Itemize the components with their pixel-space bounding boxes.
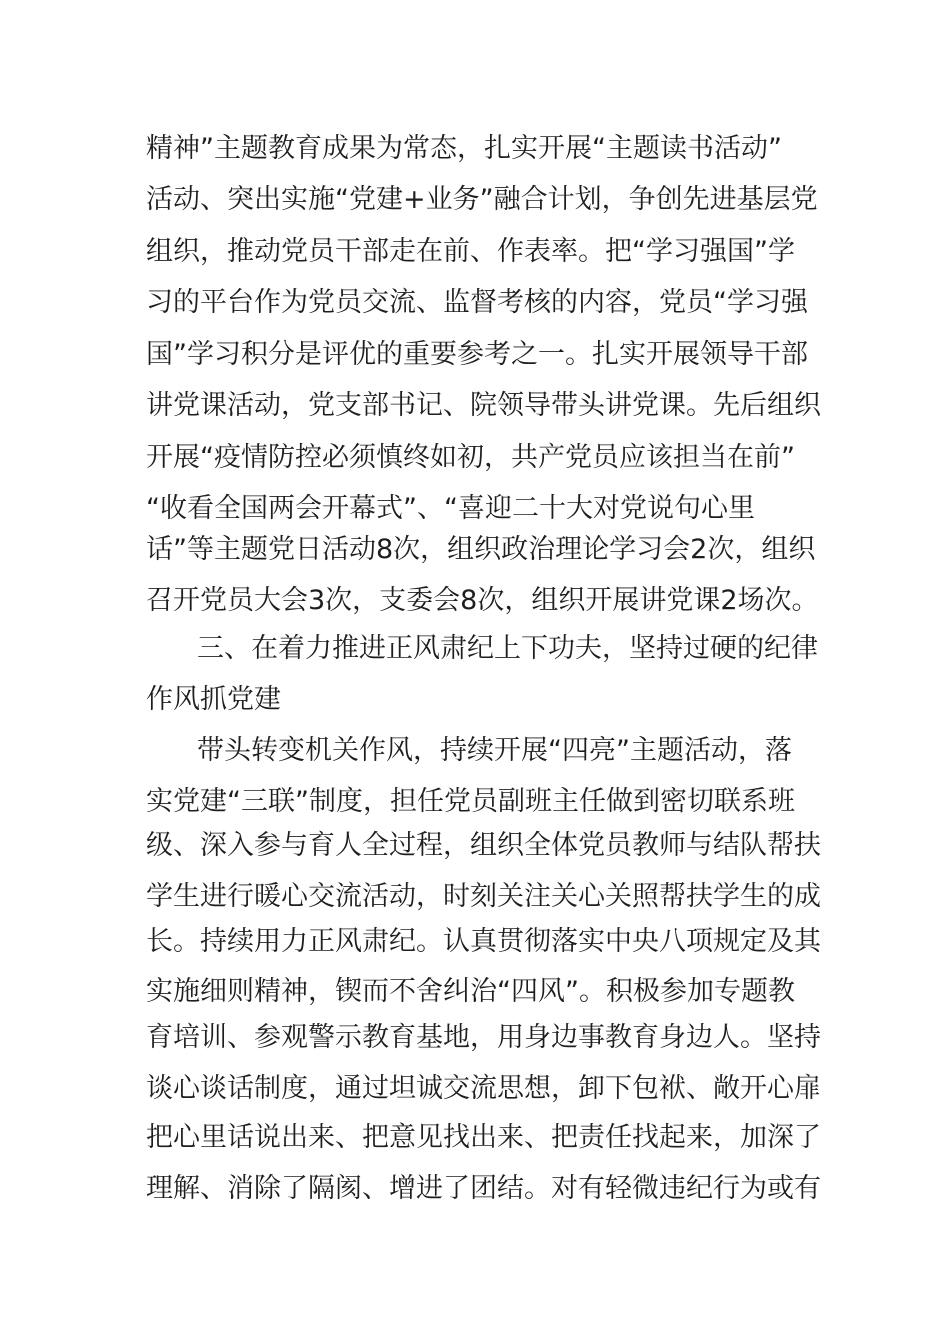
section-heading-continuation: 作风抓党建 <box>146 684 281 715</box>
body-text-line: 实党建“三联”制度，担任党员副班主任做到密切联系班 <box>146 786 795 817</box>
body-text-line: 学生进行暖心交流活动，时刻关注关心关照帮扶学生的成 <box>146 881 821 912</box>
body-text-line: 谈心谈话制度，通过坦诚交流思想，卸下包袱、敞开心扉 <box>146 1073 821 1104</box>
body-text-line: 活动、突出实施“党建+业务”融合计划，争创先进基层党 <box>146 184 818 215</box>
body-text-line: 话”等主题党日活动8次，组织政治理论学习会2次，组织 <box>146 534 816 565</box>
body-text-line: 开展“疫情防控必须慎终如初，共产党员应该担当在前” <box>146 442 795 473</box>
body-text-line: 习的平台作为党员交流、监督考核的内容，党员“学习强 <box>146 287 808 318</box>
body-text-line: 把心里话说出来、把意见找出来、把责任找起来，加深了 <box>146 1122 821 1153</box>
body-text-line: 理解、消除了隔阂、增进了团结。对有轻微违纪行为或有 <box>146 1173 821 1204</box>
body-text-line: 长。持续用力正风肃纪。认真贯彻落实中央八项规定及其 <box>146 926 821 957</box>
body-text-line: 讲党课活动，党支部书记、院领导带头讲党课。先后组织 <box>146 390 821 421</box>
body-text-line: 实施细则精神，锲而不舍纠治“四风”。积极参加专题教 <box>146 976 795 1007</box>
section-heading: 三、在着力推进正风肃纪上下功夫，坚持过硬的纪律 <box>197 633 818 664</box>
body-text-line: 级、深入参与育人全过程，组织全体党员教师与结队帮扶 <box>146 830 821 861</box>
body-text-line: 精神”主题教育成果为常态，扎实开展“主题读书活动” <box>146 133 782 164</box>
body-text-line: 育培训、参观警示教育基地，用身边事教育身边人。坚持 <box>146 1022 821 1053</box>
body-text-line: 召开党员大会3次，支委会8次，组织开展讲党课2场次。 <box>146 585 819 616</box>
body-text-line: “收看全国两会开幕式”、“喜迎二十大对党说句心里 <box>146 493 755 524</box>
paragraph-first-line: 带头转变机关作风，持续开展“四亮”主题活动，落 <box>197 735 792 766</box>
body-text-line: 国”学习积分是评优的重要参考之一。扎实开展领导干部 <box>146 339 808 370</box>
body-text-line: 组织，推动党员干部走在前、作表率。把“学习强国”学 <box>146 236 795 267</box>
